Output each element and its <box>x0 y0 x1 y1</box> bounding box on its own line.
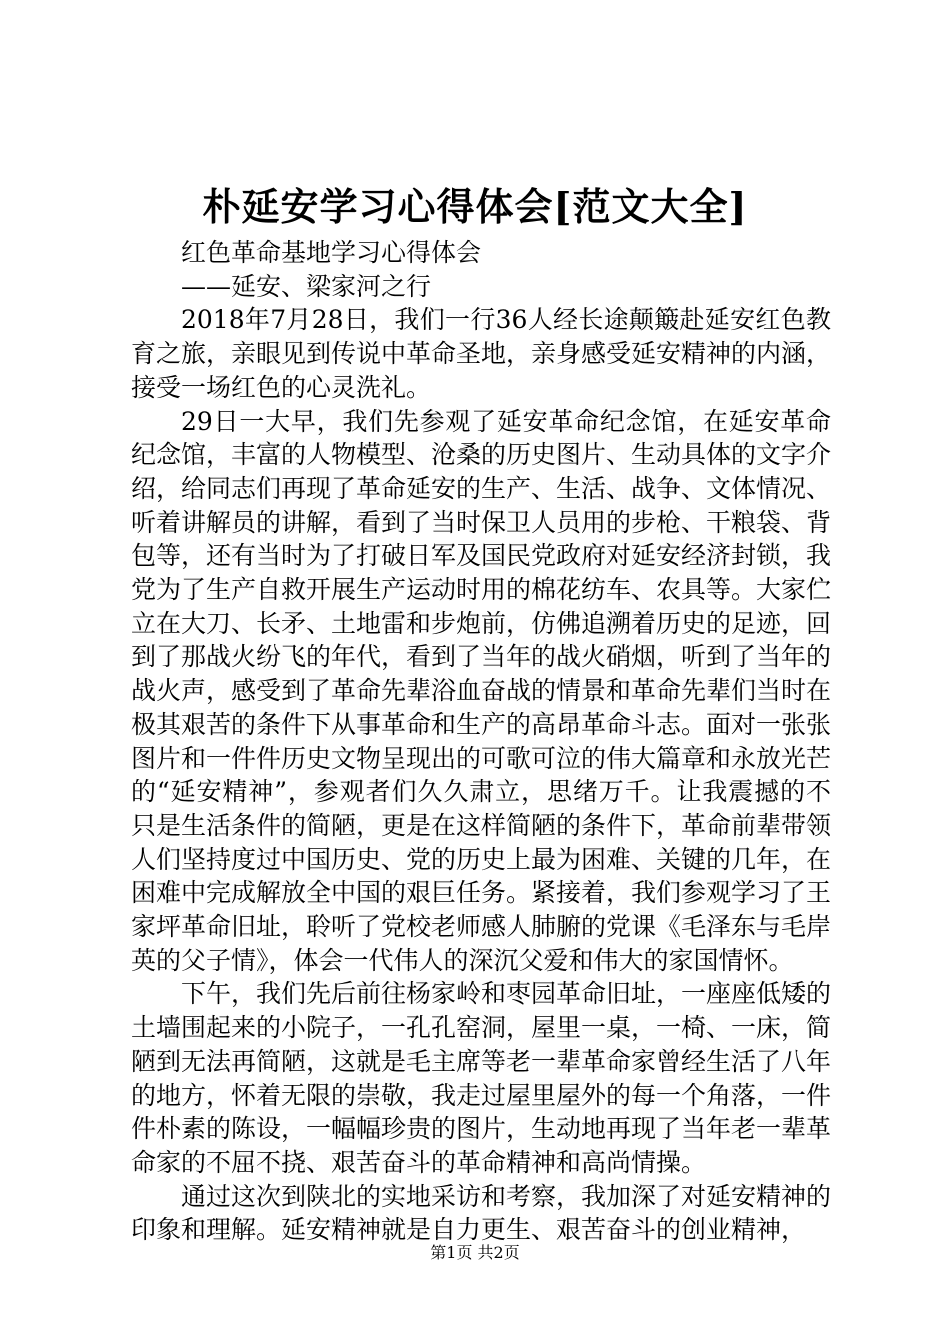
document-body <box>131 236 831 1247</box>
document-title: 朴延安学习心得体会[范文大全] <box>202 184 748 229</box>
subtitle-2: ——延安、梁家河之行 <box>181 271 432 301</box>
paragraph-2: 29日一大早，我们先参观了延安革命纪念馆，在延安革命纪念馆，丰富的人物模型、沧桑的历史图片、生动具体的文字介绍，给同志们再现了革命延安的生产、生活、战争、文体情况、听着讲解员的讲解，看到了当时保卫人员用的步枪、干粮袋、背包等，还有当时为了打破日军及国民党政府对延安经济封锁，我党为了生产自救开展生产运动时用的棉花纺车、农具等。大家伫立在大刀、长矛、土地雷和步炮前，仿佛追溯着历史的足迹，回到了那战火纷飞的年代，看到了当年的战火硝烟，听到了当年的战火声，感受到了革命先辈浴血奋战的情景和革命先辈们当时在极其艰苦的条件下从事革命和生产的高昂革命斗志。面对一张张图片和一件件历史文物呈现出的可歌可泣的伟大篇章和永放光芒的“延安精神”，参观者们久久肃立，思绪万千。让我震撼的不只是生活条件的简陋，更是在这样简陋的条件下，革命前辈带领人们坚持度过中国历史、党的历史上最为困难、关键的几年，在困难中完成解放全中国的艰巨任务。紧接着，我们参观学习了王家坪革命旧址，聆听了党校老师感人肺腑的党课《毛泽东与毛岸英的父子情》，体会一代伟人的深沉父爱和伟大的家国情怀。 <box>131 406 832 975</box>
subtitle: 红色革命基地学习心得体会 <box>181 238 482 267</box>
paragraph-1: 2018年7月28日，我们一行36人经长途颠簸赴延安红色教育之旅，亲眼见到传说中革命圣地，亲身感受延安精神的内涵，接受一场红色的心灵洗礼。 <box>131 305 832 402</box>
paragraph-4: 通过这次到陕北的实地采访和考察，我加深了对延安精神的印象和理解。延安精神就是自力更生、艰苦奋斗的创业精神， <box>131 1181 832 1245</box>
page-footer: 第1页 共2页 <box>430 1243 520 1262</box>
paragraph-3: 下午，我们先后前往杨家岭和枣园革命旧址，一座座低矮的土墙围起来的小院子，一孔孔窑洞，屋里一桌，一椅、一床，简陋到无法再简陋，这就是毛主席等老一辈革命家曾经生活了八年的地方，怀着无限的崇敬，我走过屋里屋外的每一个角落，一件件朴素的陈设，一幅幅珍贵的图片，生动地再现了当年老一辈革命家的不屈不挠、艰苦奋斗的革命精神和高尚情操。 <box>131 979 832 1177</box>
